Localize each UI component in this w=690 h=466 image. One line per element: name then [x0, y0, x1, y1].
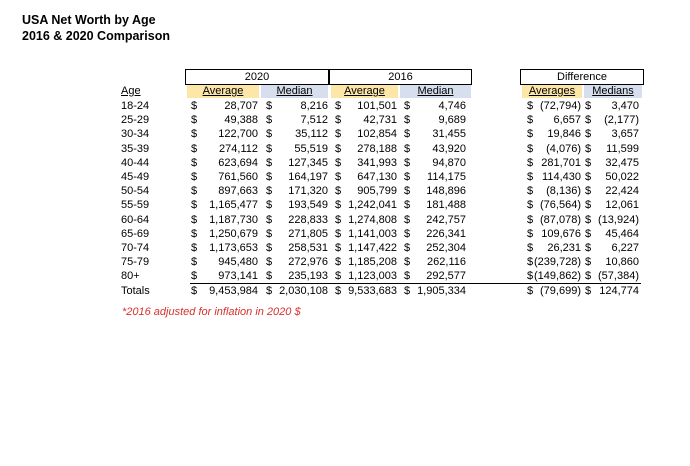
- currency-symbol: $: [585, 241, 592, 254]
- med-2020-header: Median: [261, 85, 328, 98]
- currency-symbol: $: [404, 227, 411, 240]
- avgdiff-cell: (8,136): [546, 185, 581, 198]
- table-row: [0, 241, 690, 255]
- avgdiff-cell: (87,078): [540, 213, 581, 226]
- currency-symbol: $: [585, 256, 592, 269]
- table-row: [0, 184, 690, 198]
- currency-symbol: $: [191, 185, 198, 198]
- meddiff-cell: (13,924): [598, 213, 639, 226]
- avg2020-cell: 1,187,730: [209, 213, 258, 226]
- med2016-cell: 114,175: [427, 170, 466, 183]
- avg2016-cell: 1,147,422: [348, 241, 397, 254]
- avg2020-cell: 1,173,653: [209, 241, 258, 254]
- med2020-cell: 235,193: [288, 270, 328, 283]
- avg-2016-header: Average: [331, 85, 398, 98]
- currency-symbol: $: [527, 185, 534, 198]
- avgdiff-cell: (239,728): [534, 256, 582, 269]
- table-row: [0, 227, 690, 241]
- med2016-cell: 4,746: [438, 100, 466, 112]
- totals-divider: [190, 283, 641, 284]
- currency-symbol: $: [266, 185, 273, 198]
- med2020-cell: 193,549: [288, 199, 328, 212]
- avg2020-cell: 9,453,984: [209, 285, 258, 298]
- currency-symbol: $: [585, 114, 592, 127]
- currency-symbol: $: [527, 241, 534, 254]
- currency-symbol: $: [266, 199, 273, 212]
- med2016-cell: 262,116: [427, 256, 466, 269]
- med2020-cell: 164,197: [288, 170, 328, 183]
- currency-symbol: $: [335, 285, 342, 298]
- age-cell: 75-79: [121, 256, 150, 269]
- currency-symbol: $: [266, 213, 273, 226]
- table-row: [0, 213, 690, 227]
- avg2020-cell: 49,388: [224, 114, 258, 127]
- avg2016-cell: 42,731: [363, 114, 397, 127]
- currency-symbol: $: [527, 156, 534, 169]
- avg2020-cell: 274,112: [219, 142, 258, 155]
- med2020-cell: 55,519: [294, 142, 328, 155]
- currency-symbol: $: [527, 256, 534, 269]
- avgdiff-cell: (149,862): [534, 270, 582, 283]
- avgdiff-cell: 114,430: [542, 170, 581, 183]
- currency-symbol: $: [191, 241, 198, 254]
- currency-symbol: $: [266, 114, 273, 127]
- currency-symbol: $: [527, 199, 534, 212]
- avgdiff-cell: 26,231: [547, 241, 581, 254]
- age-cell: 55-59: [121, 199, 150, 212]
- totals-row: [0, 284, 690, 298]
- currency-symbol: $: [335, 114, 342, 127]
- group-header-2020: 2020: [185, 69, 329, 85]
- avgdiff-cell: (79,699): [540, 285, 581, 298]
- meddiff-cell: 50,022: [605, 170, 639, 183]
- currency-symbol: $: [527, 114, 534, 127]
- age-cell: 50-54: [121, 185, 150, 198]
- med2016-cell: 242,757: [426, 213, 466, 226]
- avgdiff-cell: (76,564): [540, 199, 581, 212]
- currency-symbol: $: [335, 199, 342, 212]
- meddiff-cell: 10,860: [605, 256, 639, 269]
- currency-symbol: $: [266, 241, 273, 254]
- currency-symbol: $: [585, 285, 592, 298]
- avg2016-cell: 1,123,003: [348, 270, 397, 283]
- currency-symbol: $: [585, 142, 592, 155]
- age-cell: 80+: [121, 270, 140, 283]
- table-row: [0, 198, 690, 212]
- currency-symbol: $: [335, 241, 342, 254]
- med2016-cell: 181,488: [426, 199, 466, 212]
- currency-symbol: $: [266, 285, 273, 298]
- age-cell: 30-34: [121, 128, 150, 141]
- table-row: [0, 255, 690, 269]
- avg2016-cell: 341,993: [357, 156, 397, 169]
- age-column-header: Age: [121, 85, 141, 97]
- group-header-difference: Difference: [520, 69, 644, 85]
- med2016-cell: 226,341: [426, 227, 466, 240]
- meddiff-cell: 22,424: [605, 185, 639, 198]
- med2020-cell: 171,320: [288, 185, 328, 198]
- currency-symbol: $: [527, 227, 534, 240]
- currency-symbol: $: [266, 170, 273, 183]
- currency-symbol: $: [585, 128, 592, 141]
- med2016-cell: 252,304: [426, 241, 466, 254]
- avg2016-cell: 101,501: [357, 100, 397, 112]
- med2020-cell: 2,030,108: [279, 285, 328, 298]
- page-subtitle: 2016 & 2020 Comparison: [22, 29, 170, 43]
- currency-symbol: $: [335, 128, 342, 141]
- currency-symbol: $: [527, 270, 534, 283]
- med2020-cell: 271,805: [288, 227, 328, 240]
- currency-symbol: $: [404, 170, 411, 183]
- currency-symbol: $: [585, 170, 592, 183]
- avg2016-cell: 102,854: [357, 128, 397, 141]
- currency-symbol: $: [404, 114, 411, 127]
- meddiff-cell: 3,470: [611, 100, 639, 112]
- currency-symbol: $: [404, 241, 411, 254]
- currency-symbol: $: [335, 100, 342, 112]
- currency-symbol: $: [266, 270, 273, 283]
- currency-symbol: $: [335, 213, 342, 226]
- currency-symbol: $: [191, 270, 198, 283]
- currency-symbol: $: [335, 156, 342, 169]
- age-cell: 35-39: [121, 142, 150, 155]
- currency-symbol: $: [585, 270, 592, 283]
- currency-symbol: $: [335, 142, 342, 155]
- currency-symbol: $: [191, 100, 198, 112]
- med2020-cell: 7,512: [300, 114, 328, 127]
- avg2020-cell: 623,694: [218, 156, 258, 169]
- currency-symbol: $: [191, 142, 198, 155]
- currency-symbol: $: [191, 128, 198, 141]
- med2016-cell: 9,689: [438, 114, 466, 127]
- currency-symbol: $: [191, 114, 198, 127]
- currency-symbol: $: [404, 270, 411, 283]
- currency-symbol: $: [335, 256, 342, 269]
- table-row: [0, 113, 690, 127]
- currency-symbol: $: [527, 213, 534, 226]
- med2016-cell: 1,905,334: [417, 285, 466, 298]
- currency-symbol: $: [191, 156, 198, 169]
- avg2016-cell: 1,274,808: [348, 213, 397, 226]
- avgdiff-cell: (72,794): [540, 100, 581, 112]
- meddiff-cell: 6,227: [611, 241, 639, 254]
- meddiff-cell: 45,464: [605, 227, 639, 240]
- avgdiff-cell: 6,657: [553, 114, 581, 127]
- currency-symbol: $: [527, 142, 534, 155]
- age-cell: 60-64: [121, 213, 150, 226]
- currency-symbol: $: [191, 256, 198, 269]
- avgdiff-cell: (4,076): [546, 142, 581, 155]
- currency-symbol: $: [527, 100, 534, 112]
- avgdiff-cell: 19,846: [547, 128, 581, 141]
- currency-symbol: $: [527, 170, 534, 183]
- currency-symbol: $: [585, 156, 592, 169]
- meddiff-cell: 12,061: [605, 199, 639, 212]
- table-row: [0, 127, 690, 141]
- currency-symbol: $: [191, 170, 198, 183]
- avg2020-cell: 897,663: [218, 185, 258, 198]
- currency-symbol: $: [266, 256, 273, 269]
- footnote: *2016 adjusted for inflation in 2020 $: [122, 306, 301, 318]
- currency-symbol: $: [404, 100, 411, 112]
- age-cell: 18-24: [121, 100, 150, 112]
- currency-symbol: $: [585, 100, 592, 112]
- med2016-cell: 94,870: [432, 156, 466, 169]
- currency-symbol: $: [585, 185, 592, 198]
- age-cell: Totals: [121, 285, 150, 298]
- med2020-cell: 272,976: [288, 256, 328, 269]
- currency-symbol: $: [335, 270, 342, 283]
- age-cell: 65-69: [121, 227, 150, 240]
- currency-symbol: $: [266, 227, 273, 240]
- age-cell: 40-44: [121, 156, 150, 169]
- med2016-cell: 148,896: [426, 185, 466, 198]
- meddiff-cell: 124,774: [599, 285, 639, 298]
- avg2016-cell: 1,141,003: [348, 227, 397, 240]
- currency-symbol: $: [191, 285, 198, 298]
- avg2016-cell: 647,130: [357, 170, 397, 183]
- currency-symbol: $: [527, 285, 534, 298]
- currency-symbol: $: [404, 256, 411, 269]
- currency-symbol: $: [404, 128, 411, 141]
- avg2020-cell: 945,480: [218, 256, 258, 269]
- avg2016-cell: 1,242,041: [348, 199, 397, 212]
- avg2020-cell: 973,141: [218, 270, 258, 283]
- avg-diff-header: Averages: [522, 85, 582, 98]
- currency-symbol: $: [266, 142, 273, 155]
- currency-symbol: $: [404, 185, 411, 198]
- avg2020-cell: 1,165,477: [209, 199, 258, 212]
- med2020-cell: 8,216: [300, 100, 328, 112]
- table-row: [0, 99, 690, 113]
- avg2016-cell: 278,188: [357, 142, 397, 155]
- table-row: [0, 269, 690, 283]
- avgdiff-cell: 281,701: [541, 156, 581, 169]
- avg2020-cell: 761,560: [218, 170, 258, 183]
- currency-symbol: $: [335, 185, 342, 198]
- currency-symbol: $: [335, 170, 342, 183]
- med2016-cell: 292,577: [426, 270, 466, 283]
- table-row: [0, 142, 690, 156]
- group-header-2016: 2016: [329, 69, 472, 85]
- age-cell: 25-29: [121, 114, 150, 127]
- currency-symbol: $: [404, 142, 411, 155]
- med2020-cell: 258,531: [288, 241, 328, 254]
- meddiff-cell: 11,599: [606, 142, 639, 155]
- currency-symbol: $: [266, 128, 273, 141]
- avgdiff-cell: 109,676: [541, 227, 581, 240]
- currency-symbol: $: [404, 156, 411, 169]
- med2020-cell: 35,112: [295, 128, 328, 141]
- currency-symbol: $: [585, 227, 592, 240]
- med2016-cell: 43,920: [432, 142, 466, 155]
- page-title: USA Net Worth by Age: [22, 13, 156, 27]
- age-cell: 70-74: [121, 241, 150, 254]
- avg2020-cell: 122,700: [218, 128, 258, 141]
- meddiff-cell: (2,177): [604, 114, 639, 127]
- currency-symbol: $: [404, 213, 411, 226]
- avg2020-cell: 1,250,679: [209, 227, 258, 240]
- table-row: [0, 170, 690, 184]
- currency-symbol: $: [191, 199, 198, 212]
- med2016-cell: 31,455: [432, 128, 466, 141]
- currency-symbol: $: [585, 199, 592, 212]
- table-row: [0, 156, 690, 170]
- avg-2020-header: Average: [187, 85, 259, 98]
- currency-symbol: $: [266, 100, 273, 112]
- currency-symbol: $: [335, 227, 342, 240]
- currency-symbol: $: [404, 285, 411, 298]
- meddiff-cell: 3,657: [611, 128, 639, 141]
- data-table: [0, 99, 690, 299]
- avg2016-cell: 9,533,683: [348, 285, 397, 298]
- meddiff-cell: 32,475: [605, 156, 639, 169]
- meddiff-cell: (57,384): [598, 270, 639, 283]
- avg2016-cell: 1,185,208: [348, 256, 397, 269]
- currency-symbol: $: [191, 227, 198, 240]
- currency-symbol: $: [266, 156, 273, 169]
- currency-symbol: $: [585, 213, 592, 226]
- med2020-cell: 228,833: [288, 213, 328, 226]
- med-2016-header: Median: [400, 85, 471, 98]
- avg2016-cell: 905,799: [357, 185, 397, 198]
- currency-symbol: $: [191, 213, 198, 226]
- currency-symbol: $: [404, 199, 411, 212]
- med-diff-header: Medians: [584, 85, 642, 98]
- avg2020-cell: 28,707: [224, 100, 258, 112]
- age-cell: 45-49: [121, 170, 150, 183]
- currency-symbol: $: [527, 128, 534, 141]
- med2020-cell: 127,345: [288, 156, 328, 169]
